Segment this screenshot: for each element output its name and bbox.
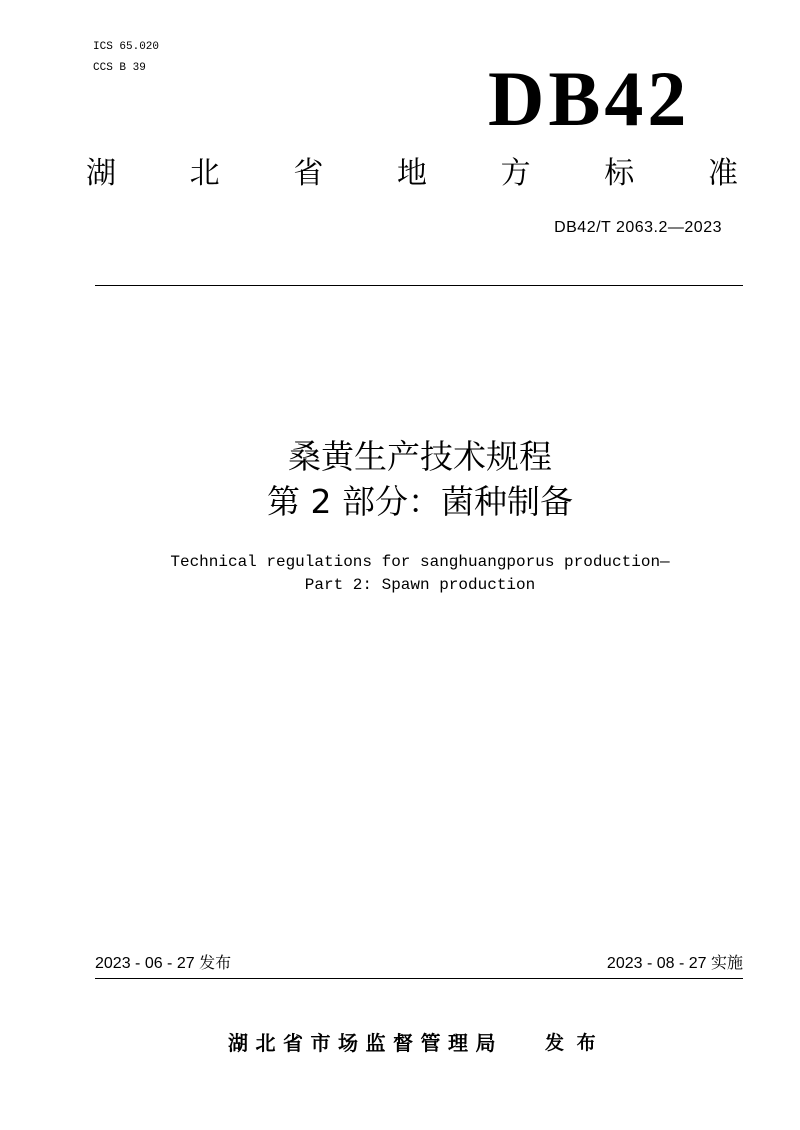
english-title-line-1: Technical regulations for sanghuangporus production— [170,553,670,571]
implementation-date: 2023 - 08 - 27 实施 [606,955,743,972]
chinese-title-line-1: 桑黄生产技术规程 [288,437,552,476]
standard-category-char: 标 [604,156,635,191]
standard-number: DB42/T 2063.2—2023 [554,219,722,236]
standard-category-char: 地 [396,156,427,191]
ccs-code: CCS B 39 [93,62,146,74]
standard-category-char: 北 [189,156,220,191]
chinese-title-line-2: 第 2 部分：菌种制备 [267,482,573,521]
issue-date: 2023 - 06 - 27 发布 [95,955,232,972]
standard-category-char: 省 [293,156,324,191]
issuing-authority: 湖北省市场监督管理局 [228,1031,503,1055]
standard-category-char: 湖 [86,156,116,191]
standard-code-logo: DB42 [488,55,691,142]
ics-code: ICS 65.020 [93,41,160,53]
footer-divider [95,978,743,979]
issuing-action: 发 布 [545,1032,599,1054]
standard-category-heading [86,156,738,192]
standard-category-char: 准 [707,156,738,191]
english-title-line-2: Part 2: Spawn production [304,576,536,594]
header-divider [95,285,743,286]
standard-category-char: 方 [500,156,531,191]
